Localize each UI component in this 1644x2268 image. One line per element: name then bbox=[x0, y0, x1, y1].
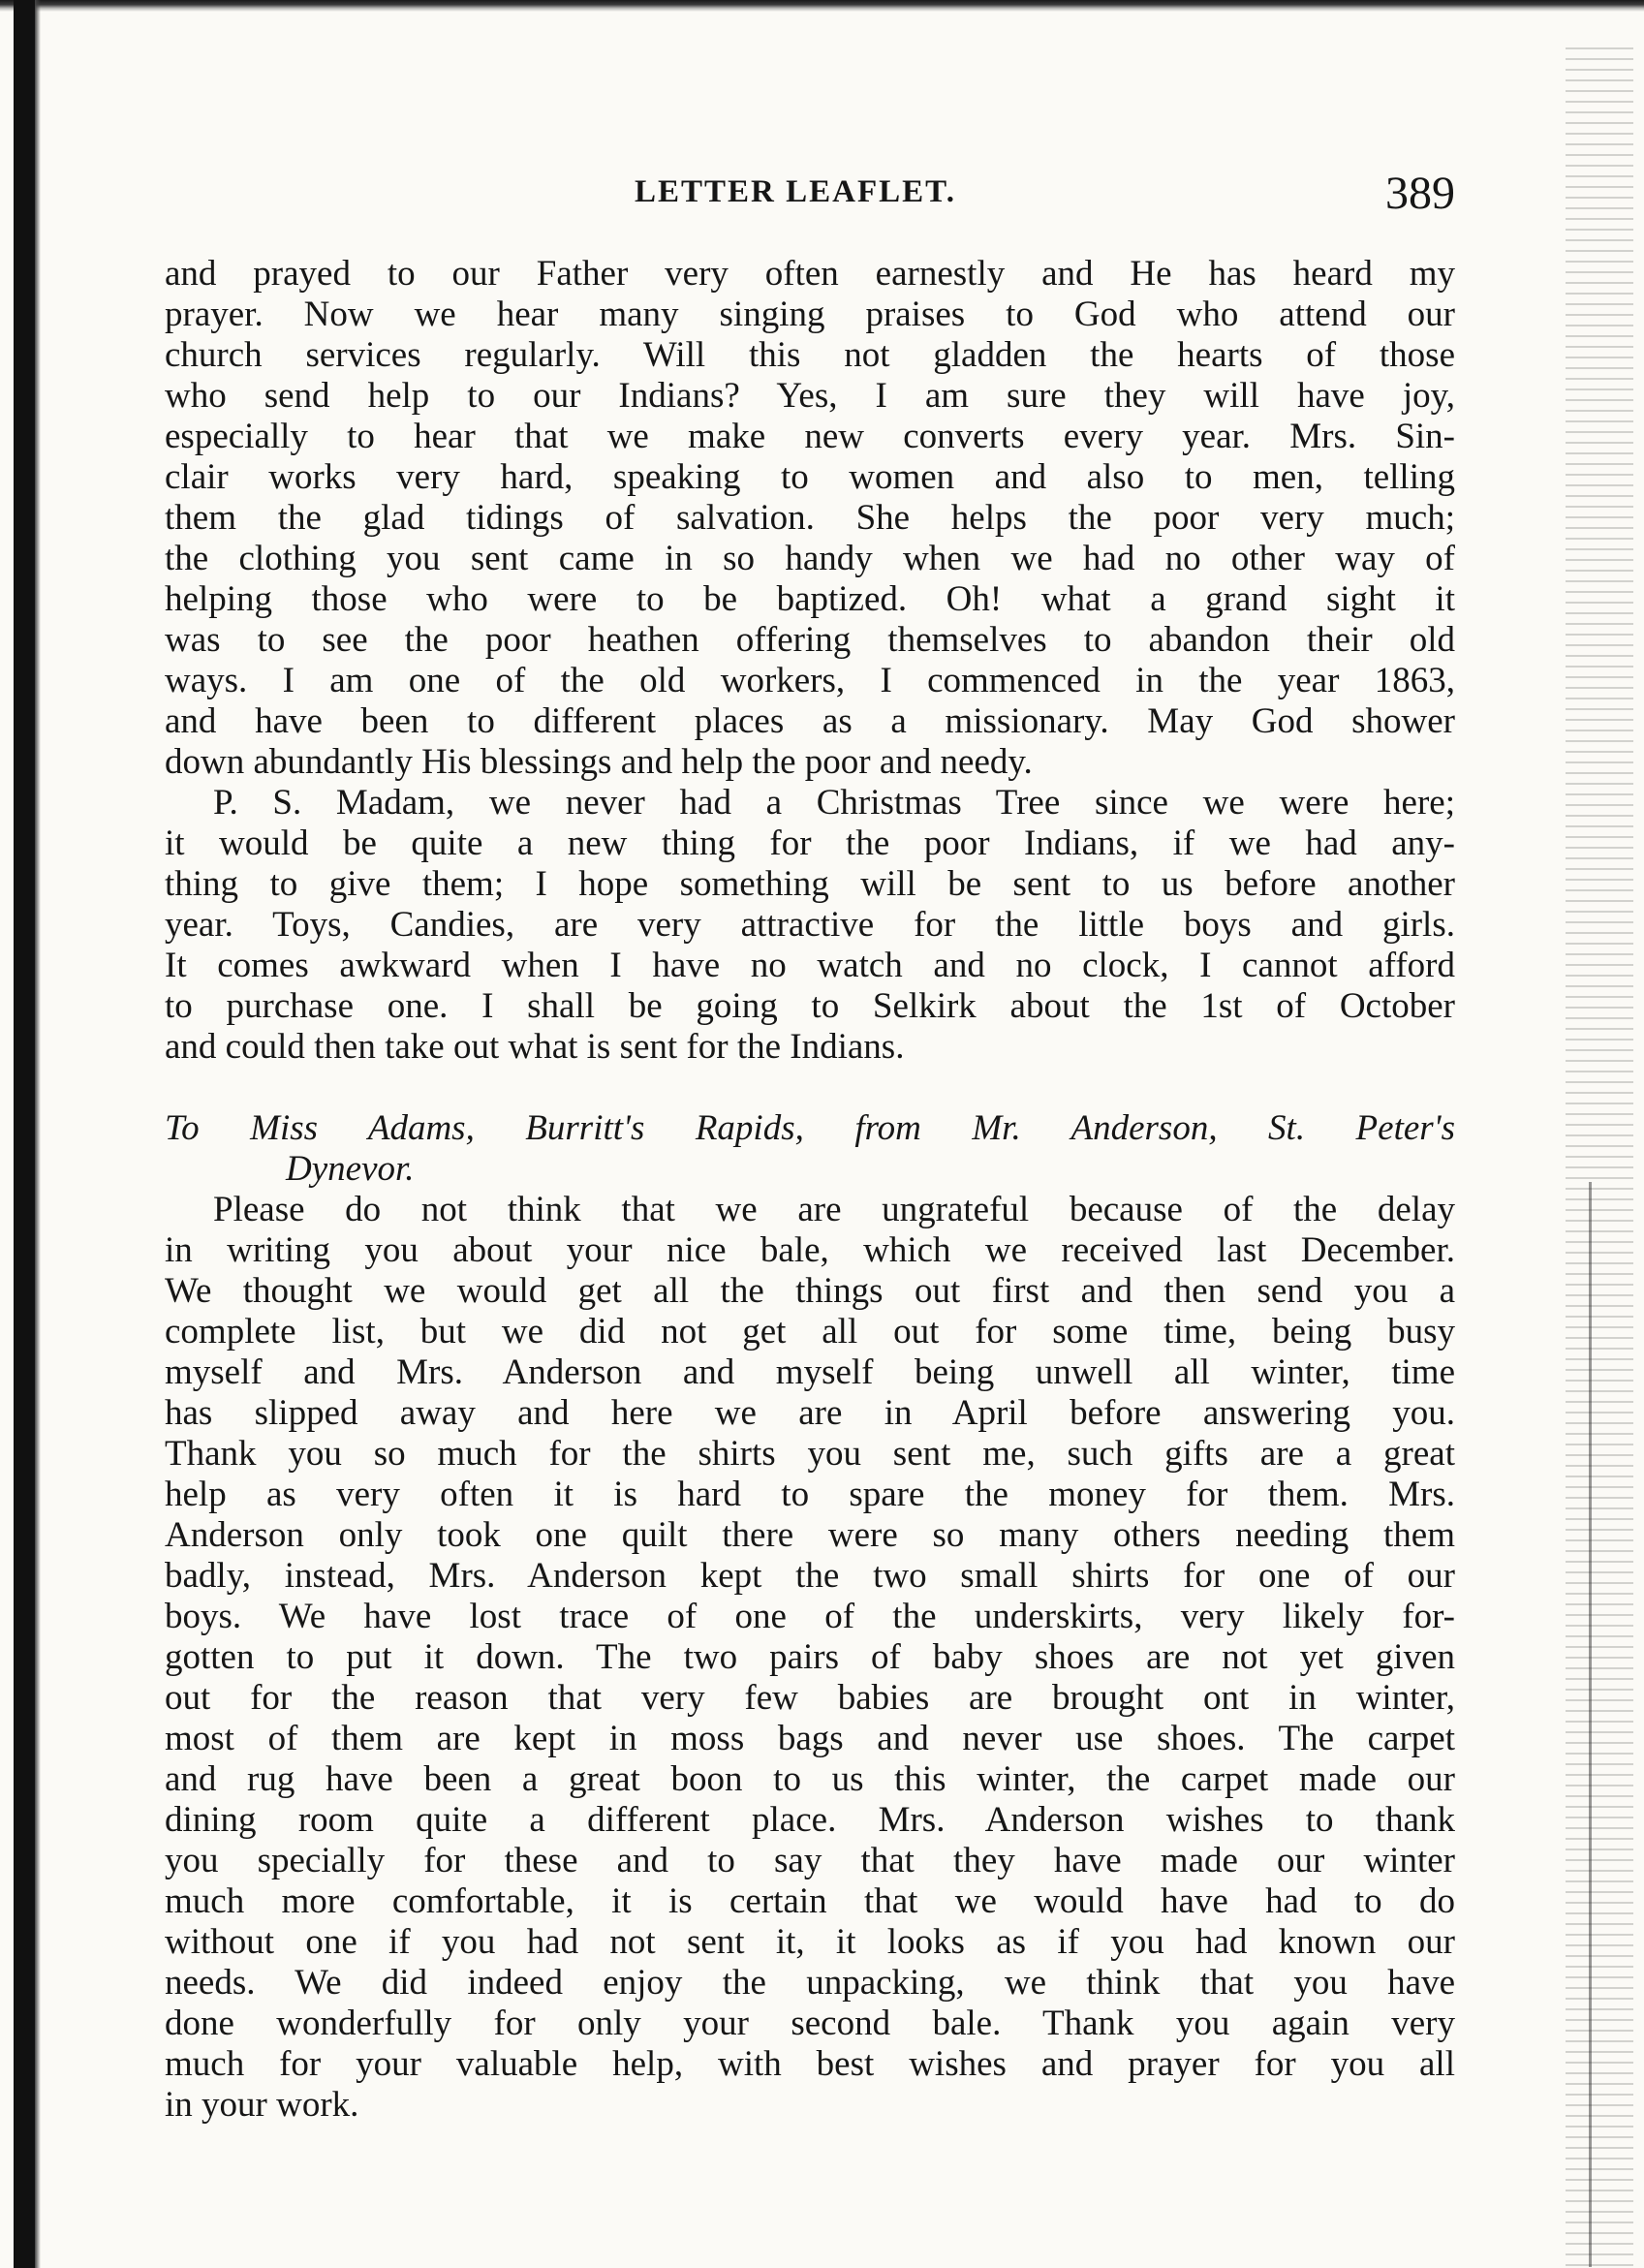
text-line: We thought we would get all the things out first and then send you a bbox=[165, 1271, 1455, 1311]
text-line: complete list, but we did not get all out for some time, being busy bbox=[165, 1312, 1455, 1351]
letter-heading-line: To Miss Adams, Burritt's Rapids, from Mr. Anderson, St. Peter's bbox=[165, 1108, 1455, 1148]
text-line: much more comfortable, it is certain that we would have had to do bbox=[165, 1881, 1455, 1921]
letter-continuation bbox=[165, 254, 1455, 783]
text-line: dining room quite a different place. Mrs. Anderson wishes to thank bbox=[165, 1800, 1455, 1840]
text-line: and have been to different places as a missionary. May God shower bbox=[165, 701, 1455, 741]
text-line: down abundantly His blessings and help the poor and needy. bbox=[165, 742, 1033, 782]
text-line: them the glad tidings of salvation. She helps the poor very much; bbox=[165, 498, 1455, 538]
text-line: much for your valuable help, with best wishes and prayer for you all bbox=[165, 2044, 1455, 2084]
text-line: It comes awkward when I have no watch and no clock, I cannot afford bbox=[165, 946, 1455, 985]
text-line: and prayed to our Father very often earnestly and He has heard my bbox=[165, 254, 1455, 294]
text-line: ways. I am one of the old workers, I commenced in the year 1863, bbox=[165, 661, 1455, 700]
text-line: and could then take out what is sent for the Indians. bbox=[165, 1027, 905, 1067]
scan-right-edge-line bbox=[1589, 1182, 1592, 2267]
scan-top-edge bbox=[0, 0, 1644, 12]
text-line: needs. We did indeed enjoy the unpacking, we think that you have bbox=[165, 1963, 1455, 2003]
scan-binding-edge bbox=[14, 0, 35, 2268]
text-line: who send help to our Indians? Yes, I am sure they will have joy, bbox=[165, 376, 1455, 416]
scan-binding-shadow bbox=[35, 0, 41, 2268]
text-line: badly, instead, Mrs. Anderson kept the two small shirts for one of our bbox=[165, 1556, 1455, 1596]
running-title: LETTER LEAFLET. bbox=[635, 174, 956, 209]
text-line: without one if you had not sent it, it looks as if you had known our bbox=[165, 1922, 1455, 1962]
text-line: the clothing you sent came in so handy when we had no other way of bbox=[165, 539, 1455, 578]
text-line: in your work. bbox=[165, 2085, 359, 2125]
text-line: P. S. Madam, we never had a Christmas Tree since we were here; bbox=[213, 783, 1455, 823]
letter-body bbox=[165, 1190, 1455, 2126]
text-line: myself and Mrs. Anderson and myself being unwell all winter, time bbox=[165, 1352, 1455, 1392]
text-line: thing to give them; I hope something will be sent to us before another bbox=[165, 864, 1455, 904]
text-line: Thank you so much for the shirts you sent me, such gifts are a great bbox=[165, 1434, 1455, 1474]
text-line: to purchase one. I shall be going to Selkirk about the 1st of October bbox=[165, 986, 1455, 1026]
text-line: you specially for these and to say that they have made our winter bbox=[165, 1841, 1455, 1880]
text-line: year. Toys, Candies, are very attractive for the little boys and girls. bbox=[165, 905, 1455, 945]
page-body bbox=[165, 254, 1455, 2126]
text-line: was to see the poor heathen offering themselves to abandon their old bbox=[165, 620, 1455, 660]
letter-heading bbox=[165, 1108, 1455, 1190]
text-line: especially to hear that we make new converts every year. Mrs. Sin- bbox=[165, 417, 1455, 456]
text-line: gotten to put it down. The two pairs of baby shoes are not yet given bbox=[165, 1637, 1455, 1677]
text-line: boys. We have lost trace of one of the underskirts, very likely for- bbox=[165, 1597, 1455, 1636]
text-line: helping those who were to be baptized. Oh! what a grand sight it bbox=[165, 579, 1455, 619]
section-gap bbox=[165, 1068, 1455, 1108]
text-line: has slipped away and here we are in April before answering you. bbox=[165, 1393, 1455, 1433]
text-line: it would be quite a new thing for the poor Indians, if we had any- bbox=[165, 823, 1455, 863]
text-line: prayer. Now we hear many singing praises to God who attend our bbox=[165, 295, 1455, 334]
text-line: church services regularly. Will this not gladden the hearts of those bbox=[165, 335, 1455, 375]
text-line: Anderson only took one quilt there were so many others needing them bbox=[165, 1515, 1455, 1555]
text-line: out for the reason that very few babies are brought ont in winter, bbox=[165, 1678, 1455, 1718]
text-line: and rug have been a great boon to us this winter, the carpet made our bbox=[165, 1759, 1455, 1799]
text-line: most of them are kept in moss bags and never use shoes. The carpet bbox=[165, 1719, 1455, 1758]
running-head bbox=[165, 167, 1455, 225]
scan-right-edge-noise bbox=[1566, 39, 1633, 2267]
page-number: 389 bbox=[1385, 168, 1455, 219]
text-line: help as very often it is hard to spare the money for them. Mrs. bbox=[165, 1475, 1455, 1514]
text-line: done wonderfully for only your second bale. Thank you again very bbox=[165, 2004, 1455, 2043]
postscript bbox=[165, 783, 1455, 1068]
letter-heading-line: Dynevor. bbox=[286, 1149, 415, 1189]
text-line: Please do not think that we are ungrateful because of the delay bbox=[213, 1190, 1455, 1229]
text-line: clair works very hard, speaking to women and also to men, telling bbox=[165, 457, 1455, 497]
text-line: in writing you about your nice bale, which we received last December. bbox=[165, 1230, 1455, 1270]
